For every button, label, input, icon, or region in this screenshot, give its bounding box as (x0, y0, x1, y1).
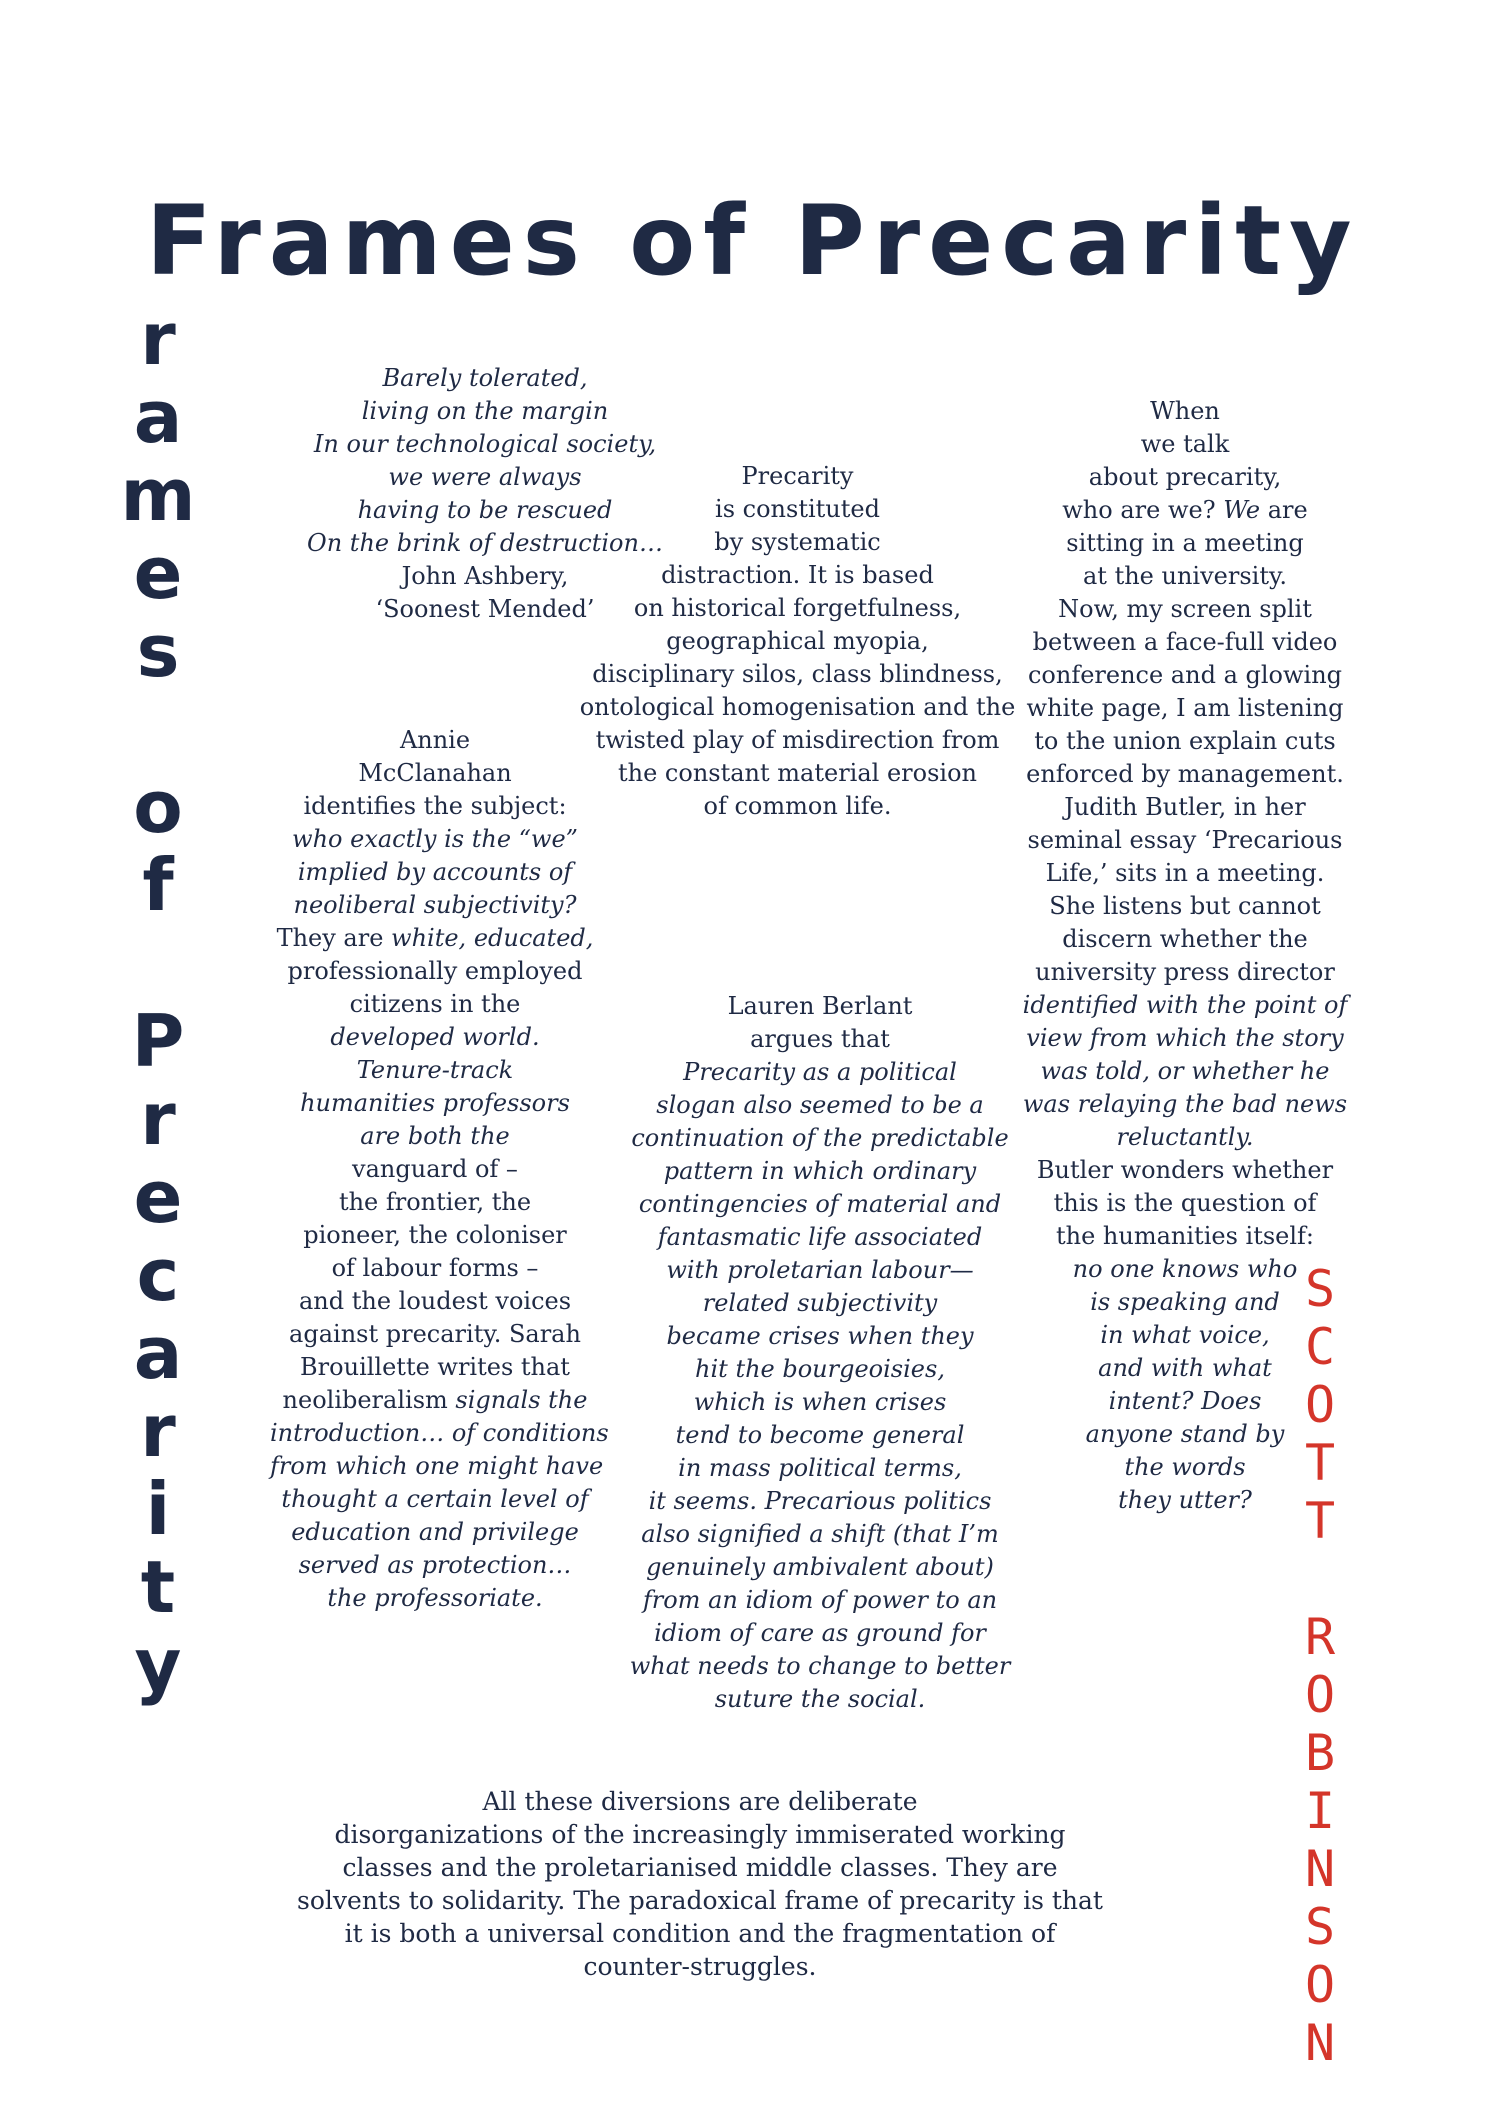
butler-line: and with what (1098, 1354, 1272, 1382)
author-letter: B (1304, 1724, 1336, 1782)
closing-line: disorganizations of the increasingly immiserated working (334, 1820, 1066, 1849)
butler-line: anyone stand by (1085, 1420, 1285, 1448)
attribution-line: ‘Soonest Mended’ (375, 595, 595, 623)
butler-line: She listens but cannot (1049, 892, 1321, 920)
closing-line: All these diversions are deliberate (482, 1787, 918, 1816)
butler-line: Life,’ sits in a meeting. (1045, 859, 1325, 887)
page-title: Frames of Precarity (146, 185, 1360, 297)
berlant-line: continuation of the predictable (631, 1124, 1009, 1152)
butler-line: the humanities itself: (1056, 1222, 1314, 1250)
precarity-line: ontological homogenisation and the (579, 693, 1016, 721)
mcclanahan-line: Tenure-track (356, 1056, 514, 1084)
butler-line: discern whether the (1062, 925, 1308, 953)
butler-line: university press director (1035, 958, 1335, 986)
vertical-title-letter: i (145, 1467, 171, 1551)
mcclanahan-line: They are white, educated, (276, 924, 594, 952)
mcclanahan-line: McClanahan (358, 759, 512, 787)
closing-line: solvents to solidarity. The paradoxical frame of precarity is that (297, 1886, 1103, 1915)
author-letter: I (1304, 1782, 1336, 1840)
mcclanahan-line: neoliberal subjectivity? (293, 891, 577, 919)
mcclanahan-line: Brouillette writes that (300, 1353, 570, 1381)
vertical-title-letter: P (131, 999, 185, 1083)
vertical-title-letter: s (136, 609, 180, 693)
author-letter: O (1304, 1376, 1336, 1434)
mcclanahan-line: professionally employed (287, 957, 583, 985)
butler-line: the words (1124, 1453, 1246, 1481)
mcclanahan-line: humanities professors (300, 1089, 570, 1117)
butler-line: Judith Butler, in her (1064, 793, 1306, 821)
vertical-title-letter: e (133, 1155, 183, 1239)
berlant-line: became crises when they (666, 1322, 974, 1350)
precarity-line: disciplinary silos, class blindness, (592, 660, 1003, 688)
butler-line: intent? Does (1108, 1387, 1262, 1415)
butler-line: conference and a glowing (1027, 661, 1343, 689)
berlant-line: argues that (750, 1025, 890, 1053)
butler-line: reluctantly. (1116, 1123, 1254, 1151)
vertical-title-letter: a (133, 1311, 183, 1395)
precarity-line: of common life. (703, 792, 892, 820)
precarity-line: the constant material erosion (618, 759, 977, 787)
mcclanahan-line: the frontier, the (338, 1188, 532, 1216)
vertical-title-letter: r (140, 1077, 176, 1161)
berlant-line: what needs to change to better (629, 1652, 1011, 1680)
butler-line: Now, my screen split (1058, 595, 1312, 623)
berlant-line: suture the social. (714, 1685, 926, 1713)
precarity-line: twisted play of misdirection from (595, 726, 1000, 754)
vertical-title-letter (118, 924, 198, 1002)
attribution-line: John Ashbery, (401, 562, 569, 590)
precarity-line: on historical forgetfulness, (633, 594, 962, 622)
vertical-title-letter (118, 690, 198, 768)
butler-line: was relaying the bad news (1022, 1090, 1348, 1118)
vertical-title-letter: r (140, 297, 176, 381)
butler-line: in what voice, (1100, 1321, 1270, 1349)
butler-line: they utter? (1118, 1486, 1252, 1514)
berlant-line: in mass political terms, (678, 1454, 962, 1482)
epigraph-line: living on the margin (361, 397, 609, 425)
berlant-line: fantasmatic life associated (657, 1223, 983, 1251)
mcclanahan-line: neoliberalism signals the (282, 1386, 588, 1414)
precarity-line: distraction. It is based (661, 561, 934, 589)
closing-line: it is both a universal condition and the fragmentation of (344, 1919, 1056, 1948)
butler-line: identified with the point of (1022, 991, 1348, 1019)
closing-paragraph (290, 1785, 1110, 1983)
author-letter: S (1304, 1898, 1336, 1956)
mcclanahan-line: are both the (360, 1122, 510, 1150)
butler-line: white page, I am listening (1026, 694, 1344, 722)
vertical-title-letter: r (140, 1389, 176, 1473)
mcclanahan-line: thought a certain level of (281, 1485, 589, 1513)
closing-line: classes and the proletarianised middle classes. They are (342, 1853, 1058, 1882)
author-letter: T (1304, 1492, 1336, 1550)
berlant-line: pattern in which ordinary (663, 1157, 977, 1185)
mcclanahan-line: and the loudest voices (298, 1287, 572, 1315)
closing-line: counter-struggles. (583, 1952, 817, 1981)
butler-line: is speaking and (1090, 1288, 1280, 1316)
author-letter: T (1304, 1434, 1336, 1492)
author-letter: O (1304, 1956, 1336, 2014)
butler-line: seminal essay ‘Precarious (1027, 826, 1343, 854)
mcclanahan-line: vanguard of – (352, 1155, 518, 1183)
author-letter: O (1304, 1666, 1336, 1724)
butler-line: at the university. (1083, 562, 1287, 590)
mcclanahan-line: implied by accounts of (297, 858, 573, 886)
mcclanahan-line: citizens in the (349, 990, 521, 1018)
butler-line: was told, or whether he (1040, 1057, 1330, 1085)
vertical-title (118, 297, 198, 1707)
butler-line: who are we? We are (1062, 496, 1308, 524)
butler-line: no one knows who (1072, 1255, 1298, 1283)
vertical-title-letter: c (136, 1233, 180, 1317)
mcclanahan-line: education and privilege (291, 1518, 579, 1546)
berlant-line: genuinely ambivalent about) (646, 1553, 994, 1581)
berlant-line: Lauren Berlant (727, 992, 913, 1020)
berlant-line: tend to become general (675, 1421, 965, 1449)
precarity-line: by systematic (714, 528, 881, 556)
precarity-line: Precarity (741, 462, 854, 490)
vertical-title-letter: e (133, 531, 183, 615)
berlant-line: with proletarian labour— (666, 1256, 974, 1284)
mcclanahan-line: introduction… of conditions (270, 1419, 609, 1447)
author-letter (1290, 1550, 1350, 1608)
vertical-title-letter: t (140, 1545, 176, 1629)
epigraph-line: we were always (388, 463, 582, 491)
vertical-title-letter: f (142, 843, 174, 927)
berlant-line: slogan also seemed to be a (656, 1091, 984, 1119)
column-mcclanahan (270, 724, 609, 1615)
butler-line: between a face-full video (1032, 628, 1338, 656)
author-letter: S (1304, 1260, 1336, 1318)
column-butler (980, 395, 1390, 1517)
butler-line: sitting in a meeting (1066, 529, 1304, 557)
mcclanahan-line: who exactly is the “we” (292, 825, 578, 853)
berlant-line: contingencies of material and (638, 1190, 1002, 1218)
vertical-title-letter: o (133, 765, 183, 849)
mcclanahan-line: the professoriate. (327, 1584, 543, 1612)
mcclanahan-line: of labour forms – (331, 1254, 539, 1282)
mcclanahan-line: pioneer, the coloniser (303, 1221, 567, 1249)
epigraph-line: On the brink of destruction… (307, 529, 663, 557)
author-letter: R (1304, 1608, 1336, 1666)
mcclanahan-line: developed world. (330, 1023, 540, 1051)
berlant-line: Precarity as a political (683, 1058, 957, 1086)
butler-line: Butler wonders whether (1036, 1156, 1334, 1184)
mcclanahan-line: served as protection… (298, 1551, 572, 1579)
butler-line: we talk (1140, 430, 1230, 458)
epigraph-line: Barely tolerated, (382, 364, 588, 392)
butler-line: view from which the story (1026, 1024, 1344, 1052)
berlant-line: it seems. Precarious politics (648, 1487, 992, 1515)
mcclanahan-line: identifies the subject: (303, 792, 567, 820)
berlant-line: idiom of care as ground for (654, 1619, 986, 1647)
butler-line: this is the question of (1053, 1189, 1317, 1217)
butler-line: to the union explain cuts (1034, 727, 1336, 755)
butler-line: When (1150, 397, 1220, 425)
berlant-line: from an idiom of power to an (642, 1586, 998, 1614)
vertical-title-letter: y (134, 1623, 182, 1707)
epigraph-line: In our technological society, (313, 430, 657, 458)
precarity-line: geographical myopia, (666, 627, 929, 655)
precarity-line: is constituted (715, 495, 880, 523)
mcclanahan-line: against precarity. Sarah (289, 1320, 581, 1348)
epigraph-line: having to be rescued (357, 496, 613, 524)
butler-line: enforced by management. (1026, 760, 1344, 788)
mcclanahan-line: Annie (399, 726, 471, 754)
author-letter: N (1304, 1840, 1336, 1898)
berlant-line: also signified a shift (that I’m (641, 1520, 999, 1548)
vertical-title-letter: m (120, 453, 196, 537)
vertical-title-letter: a (133, 375, 183, 459)
berlant-line: hit the bourgeoisies, (695, 1355, 945, 1383)
column-precarity (570, 460, 1025, 823)
butler-line: about precarity, (1088, 463, 1282, 491)
berlant-line: related subjectivity (702, 1289, 938, 1317)
berlant-line: which is when crises (693, 1388, 947, 1416)
mcclanahan-line: from which one might have (270, 1452, 604, 1480)
author-letter: C (1304, 1318, 1336, 1376)
author-letter: N (1304, 2014, 1336, 2072)
